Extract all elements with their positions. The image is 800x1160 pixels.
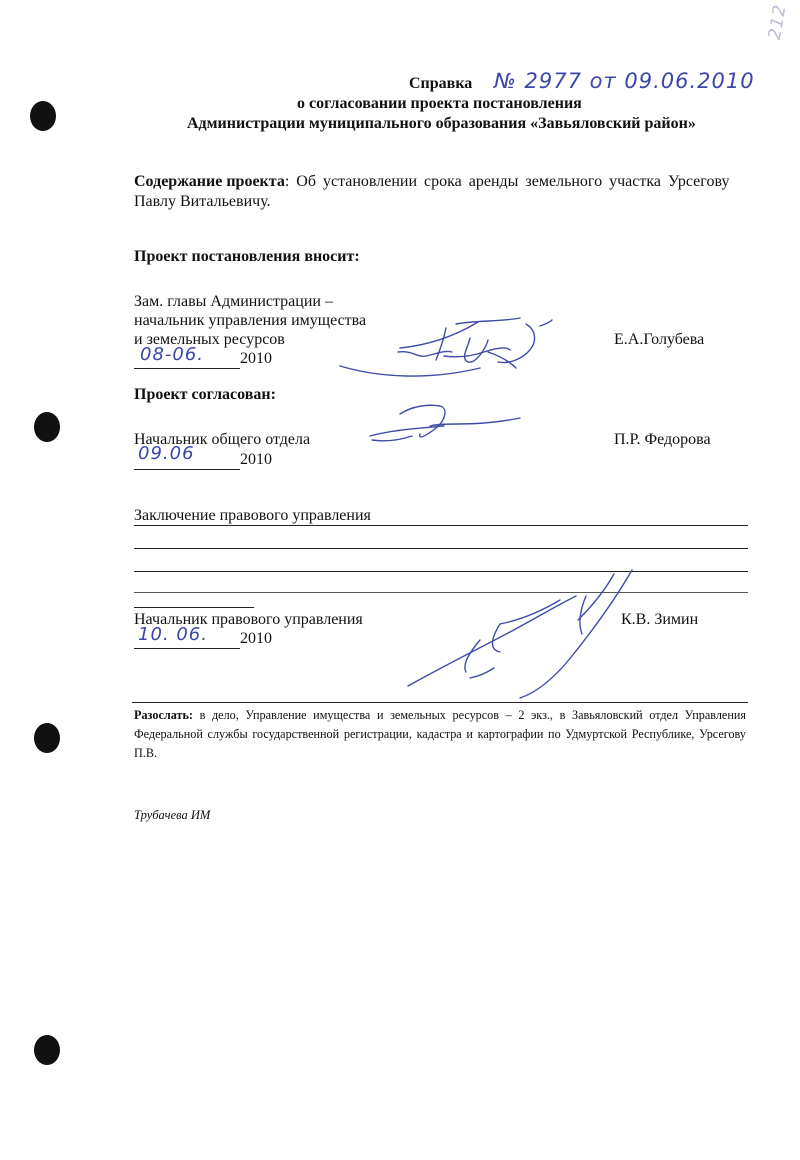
punch-hole xyxy=(34,412,60,442)
legal-position: Начальник правового управления xyxy=(134,611,363,628)
punch-hole xyxy=(34,1035,60,1065)
submitter-date-handwritten: 08-06. xyxy=(140,344,205,365)
submitted-heading: Проект постановления вносит: xyxy=(134,248,360,265)
title-line-2: о согласовании проекта постановления xyxy=(297,95,582,112)
approver-name: П.Р. Федорова xyxy=(614,431,711,448)
approver-year: 2010 xyxy=(240,451,272,468)
punch-hole xyxy=(34,723,60,753)
approved-heading: Проект согласован: xyxy=(134,386,276,403)
handwritten-number: № 2977 от 09.06.2010 xyxy=(494,69,755,93)
legal-heading: Заключение правового управления xyxy=(134,507,371,524)
date-blank xyxy=(134,624,240,649)
date-blank xyxy=(134,443,240,470)
approver-date-line xyxy=(134,443,272,470)
approver-position: Начальник общего отдела xyxy=(134,431,311,448)
conclusion-line xyxy=(134,592,748,593)
submitter-position-3: и земельных ресурсов xyxy=(134,331,285,348)
submitter-name: Е.А.Голубева xyxy=(614,331,705,348)
legal-date-line xyxy=(134,624,272,649)
distribution-block xyxy=(134,706,746,763)
conclusion-line xyxy=(134,571,748,572)
author: Трубачева ИМ xyxy=(134,808,211,822)
conclusion-line xyxy=(134,548,748,549)
date-blank xyxy=(134,344,240,369)
corner-mark: 212 xyxy=(764,2,791,42)
distribution-rule xyxy=(132,702,748,703)
short-line xyxy=(134,607,254,608)
punch-hole xyxy=(30,101,56,131)
conclusion-line xyxy=(134,525,748,526)
submitter-date-line xyxy=(134,344,272,369)
distribution-text: в дело, Управление имущества и земельных ресурсов – 2 экз., в Завьяловский отдел Управления Федеральной службы государственной регистрации, кадастра и картографии по Удмуртской Республике, Урсегову П.В. xyxy=(134,708,746,760)
submitter-year: 2010 xyxy=(240,350,272,367)
content-line-2: Павлу Витальевичу. xyxy=(134,193,271,210)
content-line-1 xyxy=(134,173,745,191)
legal-name: К.В. Зимин xyxy=(621,611,699,628)
title-line-3: Администрации муниципального образования «Завьяловский район» xyxy=(187,115,696,132)
content-label: Содержание проекта xyxy=(134,173,285,190)
submitter-position-2: начальник управления имущества xyxy=(134,312,367,329)
document-title: Справка xyxy=(409,75,473,92)
legal-year: 2010 xyxy=(240,630,272,647)
distribution-label: Разослать: xyxy=(134,708,193,722)
content-text: : Об установлении срока аренды земельного участка Урсегову xyxy=(284,173,730,190)
legal-date-handwritten: 10. 06. xyxy=(138,624,208,645)
submitter-position-1: Зам. главы Администрации – xyxy=(134,293,333,310)
approver-date-handwritten: 09.06 xyxy=(138,443,195,464)
